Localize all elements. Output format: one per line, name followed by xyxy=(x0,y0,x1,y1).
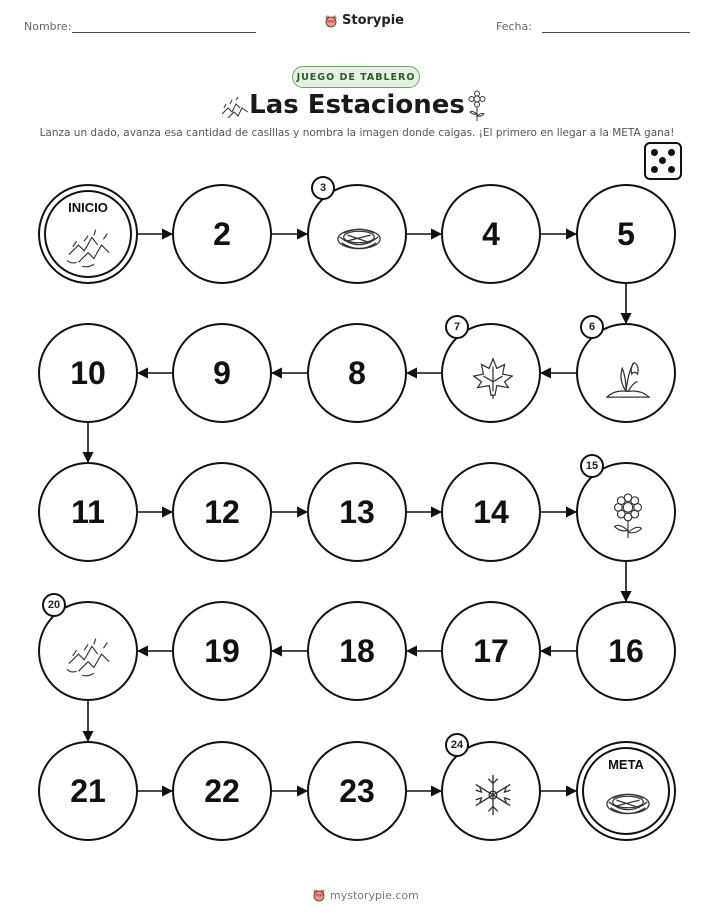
space-number-badge: 20 xyxy=(42,593,66,617)
nest-icon xyxy=(602,779,654,827)
sunflower-icon xyxy=(602,492,654,540)
space-number: 21 xyxy=(70,772,106,809)
footer xyxy=(312,888,419,902)
space-number: 14 xyxy=(473,493,509,530)
space-number-badge: 15 xyxy=(580,454,604,478)
space-number: 8 xyxy=(348,354,366,391)
space-number: 16 xyxy=(608,632,644,669)
board-space-19 xyxy=(172,601,272,701)
space-number: 18 xyxy=(339,632,375,669)
board-space-2 xyxy=(172,184,272,284)
board-space-17 xyxy=(441,601,541,701)
space-number-badge: 3 xyxy=(311,176,335,200)
nest-icon xyxy=(333,214,385,262)
board-space-16 xyxy=(576,601,676,701)
geese-icon xyxy=(64,631,116,679)
space-number-badge: 6 xyxy=(580,315,604,339)
space-number: 5 xyxy=(617,215,635,252)
board-space-9 xyxy=(172,323,272,423)
snowdrop-icon xyxy=(602,353,654,401)
board-space-13 xyxy=(307,462,407,562)
board-space-11 xyxy=(38,462,138,562)
board-space-12 xyxy=(172,462,272,562)
board-space-24 xyxy=(441,741,541,841)
board-space-3 xyxy=(307,184,407,284)
brand-name: Storypie xyxy=(342,13,404,28)
space-number: 10 xyxy=(70,354,106,391)
space-number: 11 xyxy=(71,493,105,530)
space-number: 13 xyxy=(339,493,375,530)
bear-logo-icon xyxy=(312,888,326,902)
board-space-14 xyxy=(441,462,541,562)
page-title: Las Estaciones xyxy=(249,90,465,120)
board-space-23 xyxy=(307,741,407,841)
space-number-badge: 24 xyxy=(445,733,469,757)
maple-leaf-icon xyxy=(467,353,519,401)
board-space-22 xyxy=(172,741,272,841)
board-space-7 xyxy=(441,323,541,423)
geese-icon xyxy=(64,222,116,270)
board-space-8 xyxy=(307,323,407,423)
space-number: 12 xyxy=(204,493,240,530)
space-number: 23 xyxy=(339,772,375,809)
board-space-4 xyxy=(441,184,541,284)
space-number: 9 xyxy=(213,354,231,391)
space-number: 2 xyxy=(213,215,231,252)
board-space-20 xyxy=(38,601,138,701)
game-type-badge: JUEGO DE TABLERO xyxy=(292,66,420,88)
instructions: Lanza un dado, avanza esa cantidad de casillas y nombra la imagen donde caigas. ¡El primero en llegar a la META gana! xyxy=(39,127,675,139)
board-space-inicio xyxy=(38,184,138,284)
name-label: Nombre: xyxy=(24,20,72,33)
space-number: 17 xyxy=(473,632,509,669)
snowflake-icon xyxy=(467,771,519,819)
board-space-meta xyxy=(576,741,676,841)
board-space-10 xyxy=(38,323,138,423)
space-label: INICIO xyxy=(68,200,108,215)
board-space-5 xyxy=(576,184,676,284)
space-number: 22 xyxy=(204,772,240,809)
board-space-15 xyxy=(576,462,676,562)
board-space-21 xyxy=(38,741,138,841)
date-label: Fecha: xyxy=(496,20,532,33)
space-number: 19 xyxy=(204,632,240,669)
footer-url: mystorypie.com xyxy=(330,888,419,902)
space-number-badge: 7 xyxy=(445,315,469,339)
space-number: 4 xyxy=(482,215,500,252)
board-space-18 xyxy=(307,601,407,701)
space-label: META xyxy=(608,757,644,772)
board-space-6 xyxy=(576,323,676,423)
